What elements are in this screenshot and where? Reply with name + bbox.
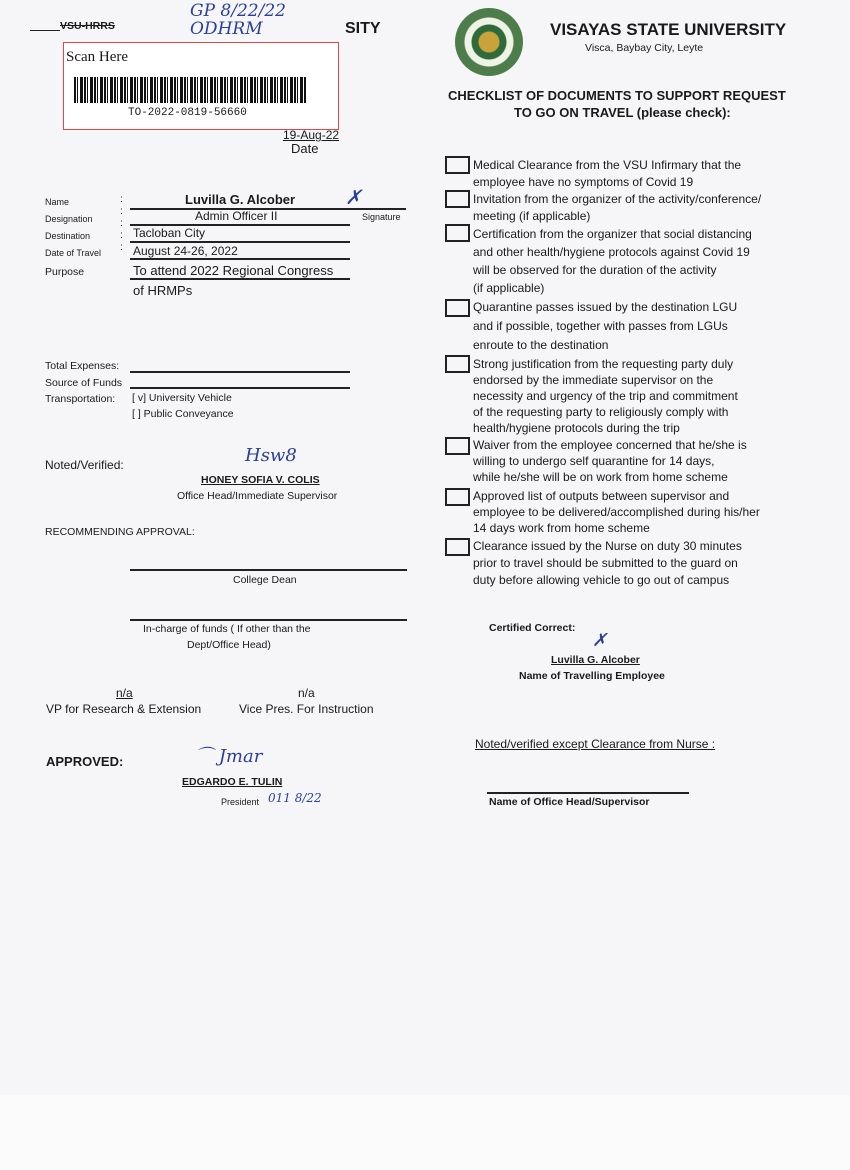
checklist-item-6: Waiver from the employee concerned that he/she is willing to undergo self quarantine for 14 days, while he/she will be on work from home scheme xyxy=(473,438,747,484)
barcode xyxy=(74,77,306,103)
supervisor-name: HONEY SOFIA V. COLIS xyxy=(201,474,320,486)
university-address: Visca, Baybay City, Leyte xyxy=(585,42,704,54)
date-of-travel-value: August 24-26, 2022 xyxy=(133,244,238,258)
supervisor-title: Office Head/Immediate Supervisor xyxy=(177,490,338,502)
funds-rule xyxy=(130,387,350,389)
travelling-employee-caption: Name of Travelling Employee xyxy=(519,670,665,682)
date-label: Date xyxy=(291,141,319,156)
noted-except-nurse-label: Noted/verified except Clearance from Nurse : xyxy=(475,737,716,751)
checklist-title-2: TO GO ON TRAVEL (please check): xyxy=(514,105,731,120)
employee-certify-signature: ✗ xyxy=(592,630,608,651)
stamp-rule xyxy=(30,30,60,31)
noted-verified-label: Noted/Verified: xyxy=(45,458,124,472)
checklist-checkbox-6[interactable] xyxy=(445,437,470,455)
checklist-item-5: Strong justification from the requesting party duly endorsed by the immediate supervisor on the necessity and urgency of the trip and commitment of the requesting party to religiously comply with health/hygiene protocols during the trip xyxy=(473,357,738,435)
barcode-sticker xyxy=(63,42,339,130)
vp-research-value: n/a xyxy=(116,686,133,700)
office-head-caption: Name of Office Head/Supervisor xyxy=(489,796,650,808)
president-title: President xyxy=(221,797,260,807)
checklist-item-4: Quarantine passes issued by the destination LGU and if possible, together with passes from LGUs enroute to the destination xyxy=(473,300,738,352)
checklist-checkbox-3[interactable] xyxy=(445,224,470,242)
checklist-item-7: Approved list of outputs between supervisor and employee to be delivered/accomplished during his/her 14 days work from home scheme xyxy=(473,489,760,535)
checklist-item-8: Clearance issued by the Nurse on duty 30 minutes prior to travel should be submitted to the guard on duty before allowing vehicle to go out of campus xyxy=(473,539,742,587)
checklist-checkbox-8[interactable] xyxy=(445,538,470,556)
purpose-rule xyxy=(130,278,350,280)
university-seal xyxy=(455,8,523,76)
supervisor-signature: Hsw8 xyxy=(245,445,297,466)
date-of-travel-label: Date of Travel xyxy=(45,248,102,258)
vp-research-caption: VP for Research & Extension xyxy=(46,702,202,716)
designation-label: Designation xyxy=(45,214,93,224)
checklist-checkbox-7[interactable] xyxy=(445,488,470,506)
expenses-rule xyxy=(130,371,350,373)
transport-university-vehicle: [ v] University Vehicle xyxy=(132,392,232,404)
purpose-value-line-1: To attend 2022 Regional Congress xyxy=(133,263,334,278)
date-value: 19-Aug-22 xyxy=(283,128,340,142)
partial-title: SITY xyxy=(345,20,381,37)
source-of-funds-label: Source of Funds xyxy=(45,377,123,389)
handwritten-note: GP 8/22/22 ODHRM xyxy=(190,1,286,39)
transportation-label: Transportation: xyxy=(45,393,116,405)
routing-stamp: VSU-HRRS xyxy=(60,20,115,32)
tracking-code: TO-2022-0819-56660 xyxy=(128,107,247,119)
vp-instruction-value: n/a xyxy=(298,686,315,700)
name-label: Name xyxy=(45,197,70,207)
purpose-value-line-2: of HRMPs xyxy=(133,283,193,298)
university-name: VISAYAS STATE UNIVERSITY xyxy=(550,20,787,39)
checklist-checkbox-2[interactable] xyxy=(445,190,470,208)
vp-instruction-caption: Vice Pres. For Instruction xyxy=(239,702,374,716)
date-rule xyxy=(130,258,350,260)
destination-rule xyxy=(130,241,350,243)
certified-correct-label: Certified Correct: xyxy=(489,622,576,634)
purpose-label: Purpose xyxy=(45,266,85,278)
funds-incharge-caption-2: Dept/Office Head) xyxy=(187,639,271,651)
transport-public-conveyance: [ ] Public Conveyance xyxy=(132,408,234,420)
office-head-rule xyxy=(487,792,689,794)
destination-label: Destination xyxy=(45,231,91,241)
president-signature: ⌒ Jmar xyxy=(195,746,263,767)
recommending-approval-label: RECOMMENDING APPROVAL: xyxy=(45,526,195,538)
president-name: EDGARDO E. TULIN xyxy=(182,776,283,788)
checklist-item-2: Invitation from the organizer of the activity/conference/ meeting (if applicable) xyxy=(473,192,762,223)
scan-margin xyxy=(0,1095,850,1170)
scan-label: Scan Here xyxy=(66,49,129,65)
funds-incharge-rule xyxy=(130,619,407,621)
designation-value: Admin Officer II xyxy=(195,209,278,223)
checklist-title-1: CHECKLIST OF DOCUMENTS TO SUPPORT REQUEST xyxy=(448,88,786,103)
total-expenses-label: Total Expenses: xyxy=(45,360,120,372)
name-value: Luvilla G. Alcober xyxy=(185,192,296,207)
field-colons: : : : : : xyxy=(120,193,123,253)
checklist-checkbox-4[interactable] xyxy=(445,299,470,317)
checklist-item-1: Medical Clearance from the VSU Infirmary that the employee have no symptoms of Covid 19 xyxy=(473,158,742,189)
checklist-checkbox-5[interactable] xyxy=(445,355,470,373)
approved-label: APPROVED: xyxy=(46,754,124,769)
travelling-employee-name: Luvilla G. Alcober xyxy=(551,654,640,666)
employee-signature: ✗ xyxy=(345,185,362,209)
checklist-item-3: Certification from the organizer that social distancing and other health/hygiene protocols against Covid 19 will be observed for the duration of the activity (if applicable) xyxy=(473,227,752,295)
destination-value: Tacloban City xyxy=(133,226,206,240)
funds-incharge-caption-1: In-charge of funds ( If other than the xyxy=(143,623,311,635)
checklist-checkbox-1[interactable] xyxy=(445,156,470,174)
college-dean-rule xyxy=(130,569,407,571)
college-dean-caption: College Dean xyxy=(233,574,297,586)
signature-label: Signature xyxy=(362,212,401,222)
president-handwritten-date: 011 8/22 xyxy=(268,791,322,805)
